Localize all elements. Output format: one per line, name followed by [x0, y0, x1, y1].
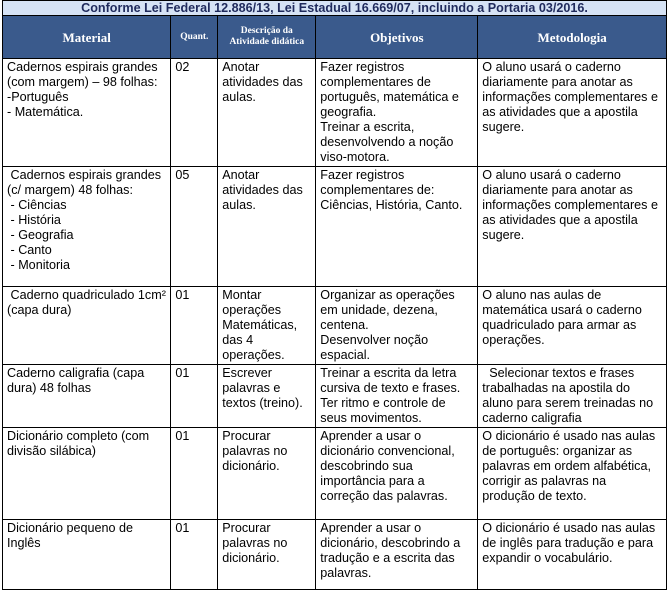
cell-quant — [171, 59, 218, 167]
cell-material — [3, 167, 171, 287]
material-text: Dicionário pequeno de Inglês — [7, 521, 137, 550]
cell-descricao — [218, 287, 316, 365]
header-quant: Quant. — [171, 16, 218, 59]
table-row — [3, 520, 667, 590]
quant-text: 01 — [175, 366, 190, 380]
metodologia-text: O aluno nas aulas de matemática usará o caderno quadriculado para armar as operações. — [482, 288, 646, 347]
material-text: Dicionário completo (com divisão silábica) — [7, 429, 153, 458]
cell-metodologia — [478, 287, 667, 365]
cell-metodologia — [478, 59, 667, 167]
header-metodologia: Metodologia — [478, 16, 667, 59]
cell-descricao — [218, 167, 316, 287]
materials-table — [2, 0, 667, 590]
cell-material — [3, 428, 171, 520]
descricao-text: Escrever palavras e textos (treino). — [222, 366, 303, 410]
table-row — [3, 428, 667, 520]
cell-material — [3, 520, 171, 590]
header-material: Material — [3, 16, 171, 59]
descricao-text: Montar operações Matemáticas, das 4 operações. — [222, 288, 301, 362]
descricao-text: Anotar atividades das aulas. — [222, 60, 307, 104]
objetivos-text: Fazer registros complementares de: Ciências, História, Canto. — [320, 168, 463, 212]
header-objetivos: Objetivos — [316, 16, 478, 59]
cell-metodologia — [478, 365, 667, 428]
objetivos-text: Aprender a usar o dicionário, descobrindo a tradução e a escrita das palavras. — [320, 521, 464, 580]
cell-objetivos — [316, 520, 478, 590]
header-descricao: Descrição da Atividade didática — [218, 16, 316, 59]
descricao-text: Procurar palavras no dicionário. — [222, 429, 291, 473]
table-row — [3, 59, 667, 167]
materials-table-container — [2, 0, 667, 590]
cell-descricao — [218, 428, 316, 520]
cell-descricao — [218, 365, 316, 428]
descricao-text: Anotar atividades das aulas. — [222, 168, 307, 212]
table-row — [3, 365, 667, 428]
cell-quant — [171, 428, 218, 520]
quant-text: 05 — [175, 168, 190, 182]
cell-material — [3, 59, 171, 167]
objetivos-text: Aprender a usar o dicionário convencional, descobrindo sua importância para a correção das palavras. — [320, 429, 459, 503]
cell-quant — [171, 287, 218, 365]
metodologia-text: O dicionário é usado nas aulas de português: organizar as palavras em ordem alfabética, corrigir as palavras na produção de texto. — [482, 429, 659, 503]
cell-descricao — [218, 59, 316, 167]
material-text: Cadernos espirais grandes (c/ margem) 48 folhas: - Ciências - História - Geografia - Canto - Monitoria — [7, 168, 162, 272]
cell-objetivos — [316, 59, 478, 167]
column-header-row — [3, 16, 667, 59]
law-header-row — [3, 1, 667, 16]
objetivos-text: Organizar as operações em unidade, dezena, centena. Desenvolver noção espacial. — [320, 288, 455, 362]
material-text: Caderno caligrafia (capa dura) 48 folhas — [7, 366, 148, 395]
cell-objetivos — [316, 167, 478, 287]
metodologia-text: O dicionário é usado nas aulas de inglês para tradução e para expandir o vocabulário. — [482, 521, 659, 565]
table-row — [3, 167, 667, 287]
cell-quant — [171, 365, 218, 428]
quant-text: 02 — [175, 60, 190, 74]
cell-descricao — [218, 520, 316, 590]
metodologia-text: Selecionar textos e frases trabalhadas na apostila do aluno para serem treinadas no caderno caligrafia — [482, 366, 657, 425]
quant-text: 01 — [175, 429, 190, 443]
cell-objetivos — [316, 428, 478, 520]
objetivos-text: Fazer registros complementares de português, matemática e geografia. Treinar a escrita, desenvolvendo a noção viso-motora. — [320, 60, 459, 164]
cell-objetivos — [316, 365, 478, 428]
cell-metodologia — [478, 167, 667, 287]
material-text: Caderno quadriculado 1cm² (capa dura) — [7, 288, 170, 317]
material-text: Cadernos espirais grandes (com margem) – 98 folhas: -Português - Matemática. — [7, 60, 158, 119]
cell-material — [3, 365, 171, 428]
cell-material — [3, 287, 171, 365]
cell-quant — [171, 520, 218, 590]
cell-quant — [171, 167, 218, 287]
cell-metodologia — [478, 428, 667, 520]
quant-text: 01 — [175, 521, 190, 535]
quant-text: 01 — [175, 288, 190, 302]
metodologia-text: O aluno usará o caderno diariamente para anotar as informações complementares e as atividades que a apostila sugere. — [482, 60, 662, 134]
cell-metodologia — [478, 520, 667, 590]
objetivos-text: Treinar a escrita da letra cursiva de texto e frases. Ter ritmo e controle de seus movimentos. — [320, 366, 461, 425]
table-row — [3, 287, 667, 365]
cell-objetivos — [316, 287, 478, 365]
descricao-text: Procurar palavras no dicionário. — [222, 521, 291, 565]
metodologia-text: O aluno usará o caderno diariamente para anotar as informações complementares e as atividades que a apostila sugere. — [482, 168, 662, 242]
law-header: Conforme Lei Federal 12.886/13, Lei Estadual 16.669/07, incluindo a Portaria 03/2016. — [3, 1, 667, 16]
